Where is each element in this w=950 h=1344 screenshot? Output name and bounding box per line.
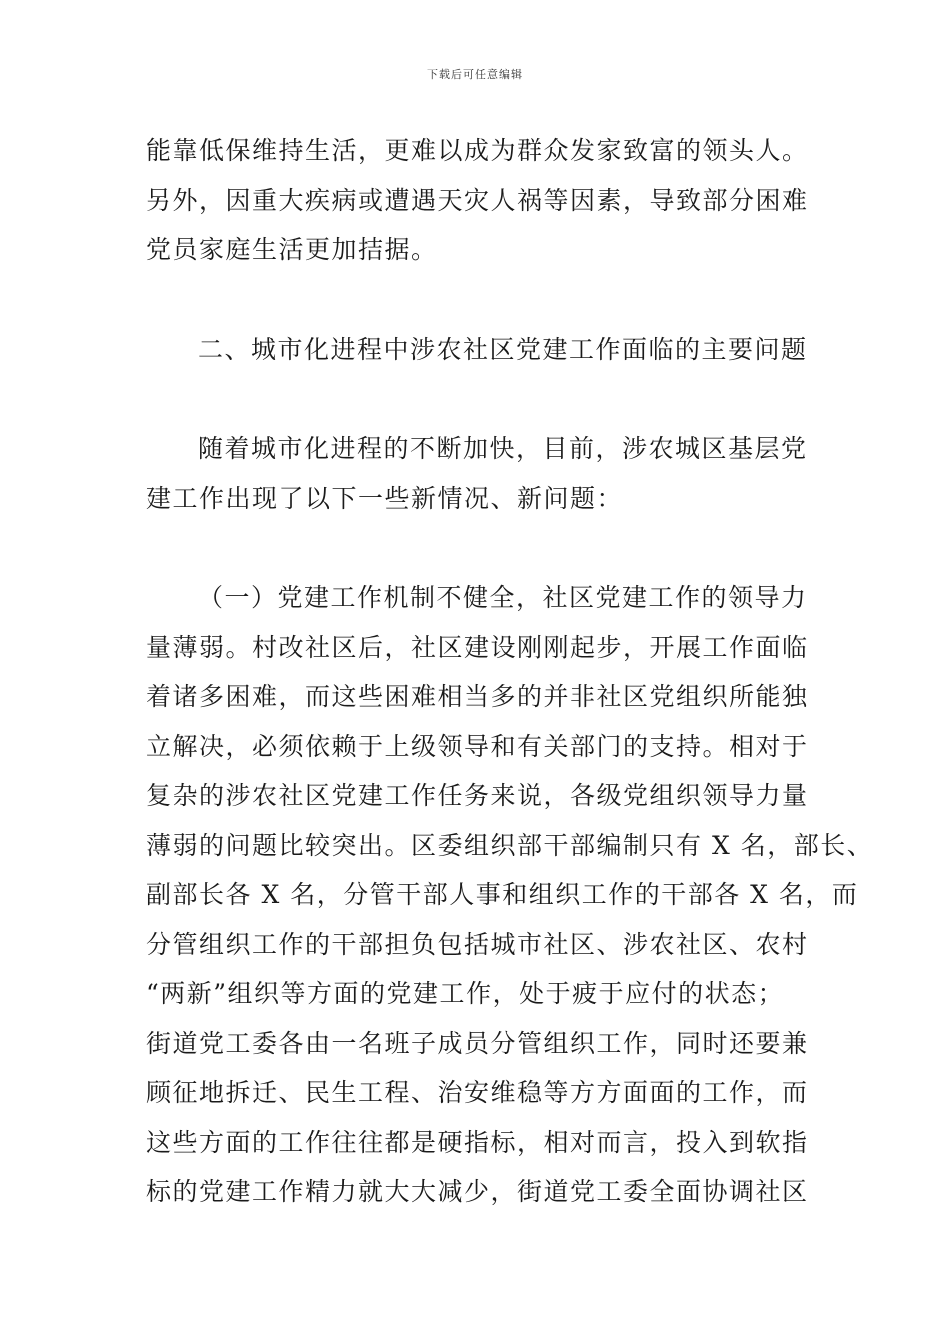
page-header-note: 下载后可任意编辑	[427, 68, 523, 81]
text-line: 复杂的涉农社区党建工作任务来说，各级党组织领导力量	[146, 781, 809, 810]
text-line: （一）党建工作机制不健全，社区党建工作的领导力	[198, 583, 808, 612]
text-line: 建工作出现了以下一些新情况、新问题：	[146, 483, 624, 513]
text-line: 量薄弱。村改社区后，社区建设刚刚起步，开展工作面临	[146, 632, 809, 662]
text-line: 党员家庭生活更加拮据。	[146, 235, 438, 264]
text-line: 薄弱的问题比较突出。区委组织部干部编制只有 X 名，部长、	[146, 830, 874, 860]
text-line: “两新”组织等方面的党建工作，处于疲于应付的状态；	[146, 979, 785, 1008]
text-line: 着诸多困难，而这些困难相当多的并非社区党组织所能独	[146, 682, 809, 711]
text-line: 这些方面的工作往往都是硬指标，相对而言，投入到软指	[146, 1127, 809, 1157]
text-line: 能靠低保维持生活，更难以成为群众发家致富的领头人。	[146, 136, 809, 165]
text-line: 另外，因重大疾病或遭遇天灾人祸等因素，导致部分困难	[146, 185, 809, 215]
paragraph-intro	[146, 424, 814, 523]
text-line: 分管组织工作的干部担负包括城市社区、涉农社区、农村	[146, 929, 809, 959]
text-line: 街道党工委各由一名班子成员分管组织工作，同时还要兼	[146, 1028, 809, 1058]
section-heading: 二、城市化进程中涉农社区党建工作面临的主要问题	[198, 334, 808, 364]
text-line: 随着城市化进程的不断加快，目前，涉农城区基层党	[198, 434, 808, 463]
paragraph-continuation	[146, 126, 814, 275]
paragraph-spacer	[146, 523, 814, 573]
text-line: 标的党建工作精力就大大减少，街道党工委全面协调社区	[146, 1177, 809, 1206]
paragraph-spacer	[146, 374, 814, 424]
text-line: 立解决，必须依赖于上级领导和有关部门的支持。相对于	[146, 731, 809, 761]
paragraph-spacer	[146, 275, 814, 325]
text-line: 副部长各 X 名，分管干部人事和组织工作的干部各 X 名，而	[146, 880, 859, 909]
document-body	[146, 126, 874, 1217]
text-line: 顾征地拆迁、民生工程、治安维稳等方方面面的工作，而	[146, 1078, 809, 1107]
paragraph-subsection-1	[146, 573, 874, 1217]
